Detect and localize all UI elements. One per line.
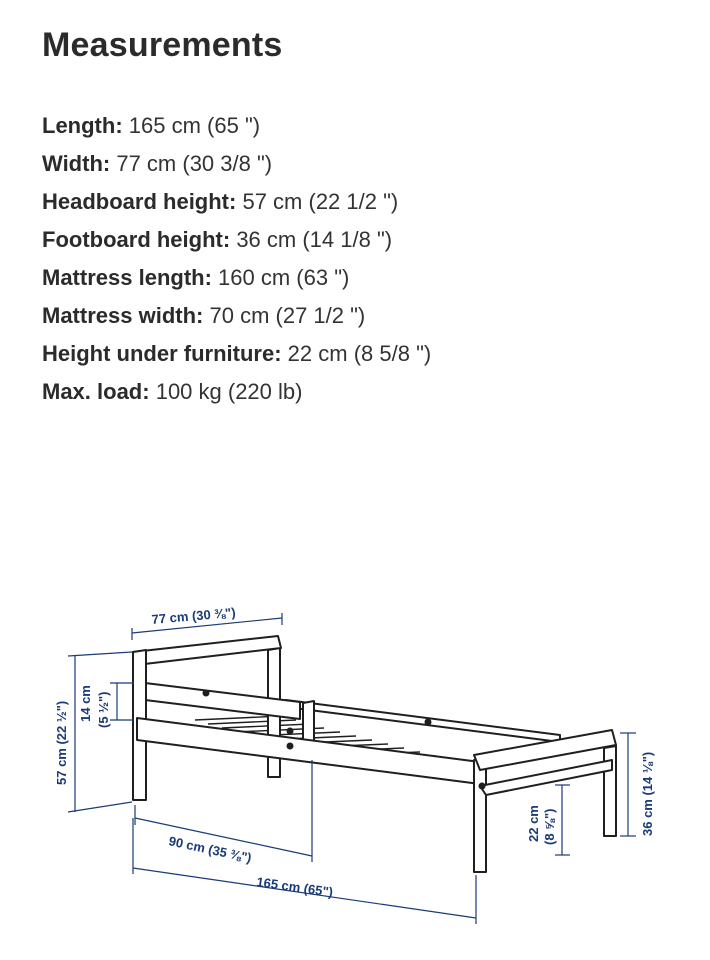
spec-value: 165 cm (65 ") — [128, 113, 261, 138]
headboard-panel — [133, 636, 281, 665]
spec-value: 70 cm (27 1/2 ") — [209, 303, 366, 328]
near-footboard-leg — [474, 758, 486, 872]
spec-headboard-height — [42, 183, 431, 221]
under-height-in-label: (8 ⅝") — [542, 808, 557, 845]
spec-label: Mattress length: — [42, 265, 212, 290]
length-dimension-label: 165 cm (65") — [255, 874, 334, 900]
spec-value: 100 kg (220 lb) — [155, 379, 303, 404]
spec-value: 57 cm (22 1/2 ") — [242, 189, 399, 214]
bolt-dot — [288, 744, 293, 749]
spec-label: Headboard height: — [42, 189, 237, 214]
spec-footboard-height — [42, 221, 431, 259]
spec-mattress-length — [42, 259, 431, 297]
footboard-height-dimension-label: 36 cm (14 ⅛") — [640, 751, 655, 836]
spec-value: 22 cm (8 5/8 ") — [287, 341, 432, 366]
under-height-cm-label: 22 cm — [526, 805, 541, 842]
spec-list — [42, 107, 431, 411]
bed-dimension-diagram — [0, 560, 710, 960]
spec-mattress-width — [42, 297, 431, 335]
bolt-dot — [204, 691, 209, 696]
headboard-height-dimension-label: 57 cm (22 ½") — [54, 700, 69, 785]
spec-label: Length: — [42, 113, 123, 138]
rail-length-dimension-label: 90 cm (35 ⅜") — [167, 833, 253, 866]
bolt-dot — [480, 784, 485, 789]
spec-value: 160 cm (63 ") — [218, 265, 350, 290]
spec-max-load — [42, 373, 431, 411]
rail-height-in-label: (5 ½") — [96, 691, 111, 728]
spec-length — [42, 107, 431, 145]
spec-label: Height under furniture: — [42, 341, 282, 366]
page-title: Measurements — [42, 26, 283, 64]
bolt-dot — [288, 729, 293, 734]
spec-label: Max. load: — [42, 379, 150, 404]
far-side-rail — [286, 700, 560, 742]
width-dimension-label: 77 cm (30 ⅜") — [150, 604, 237, 627]
bolt-dot — [426, 720, 431, 725]
spec-label: Mattress width: — [42, 303, 204, 328]
rail-height-cm-label: 14 cm — [78, 685, 93, 722]
spec-label: Footboard height: — [42, 227, 231, 252]
spec-width — [42, 145, 431, 183]
spec-value: 36 cm (14 1/8 ") — [236, 227, 393, 252]
spec-value: 77 cm (30 3/8 ") — [116, 151, 273, 176]
spec-label: Width: — [42, 151, 111, 176]
spec-height-under-furniture — [42, 335, 431, 373]
